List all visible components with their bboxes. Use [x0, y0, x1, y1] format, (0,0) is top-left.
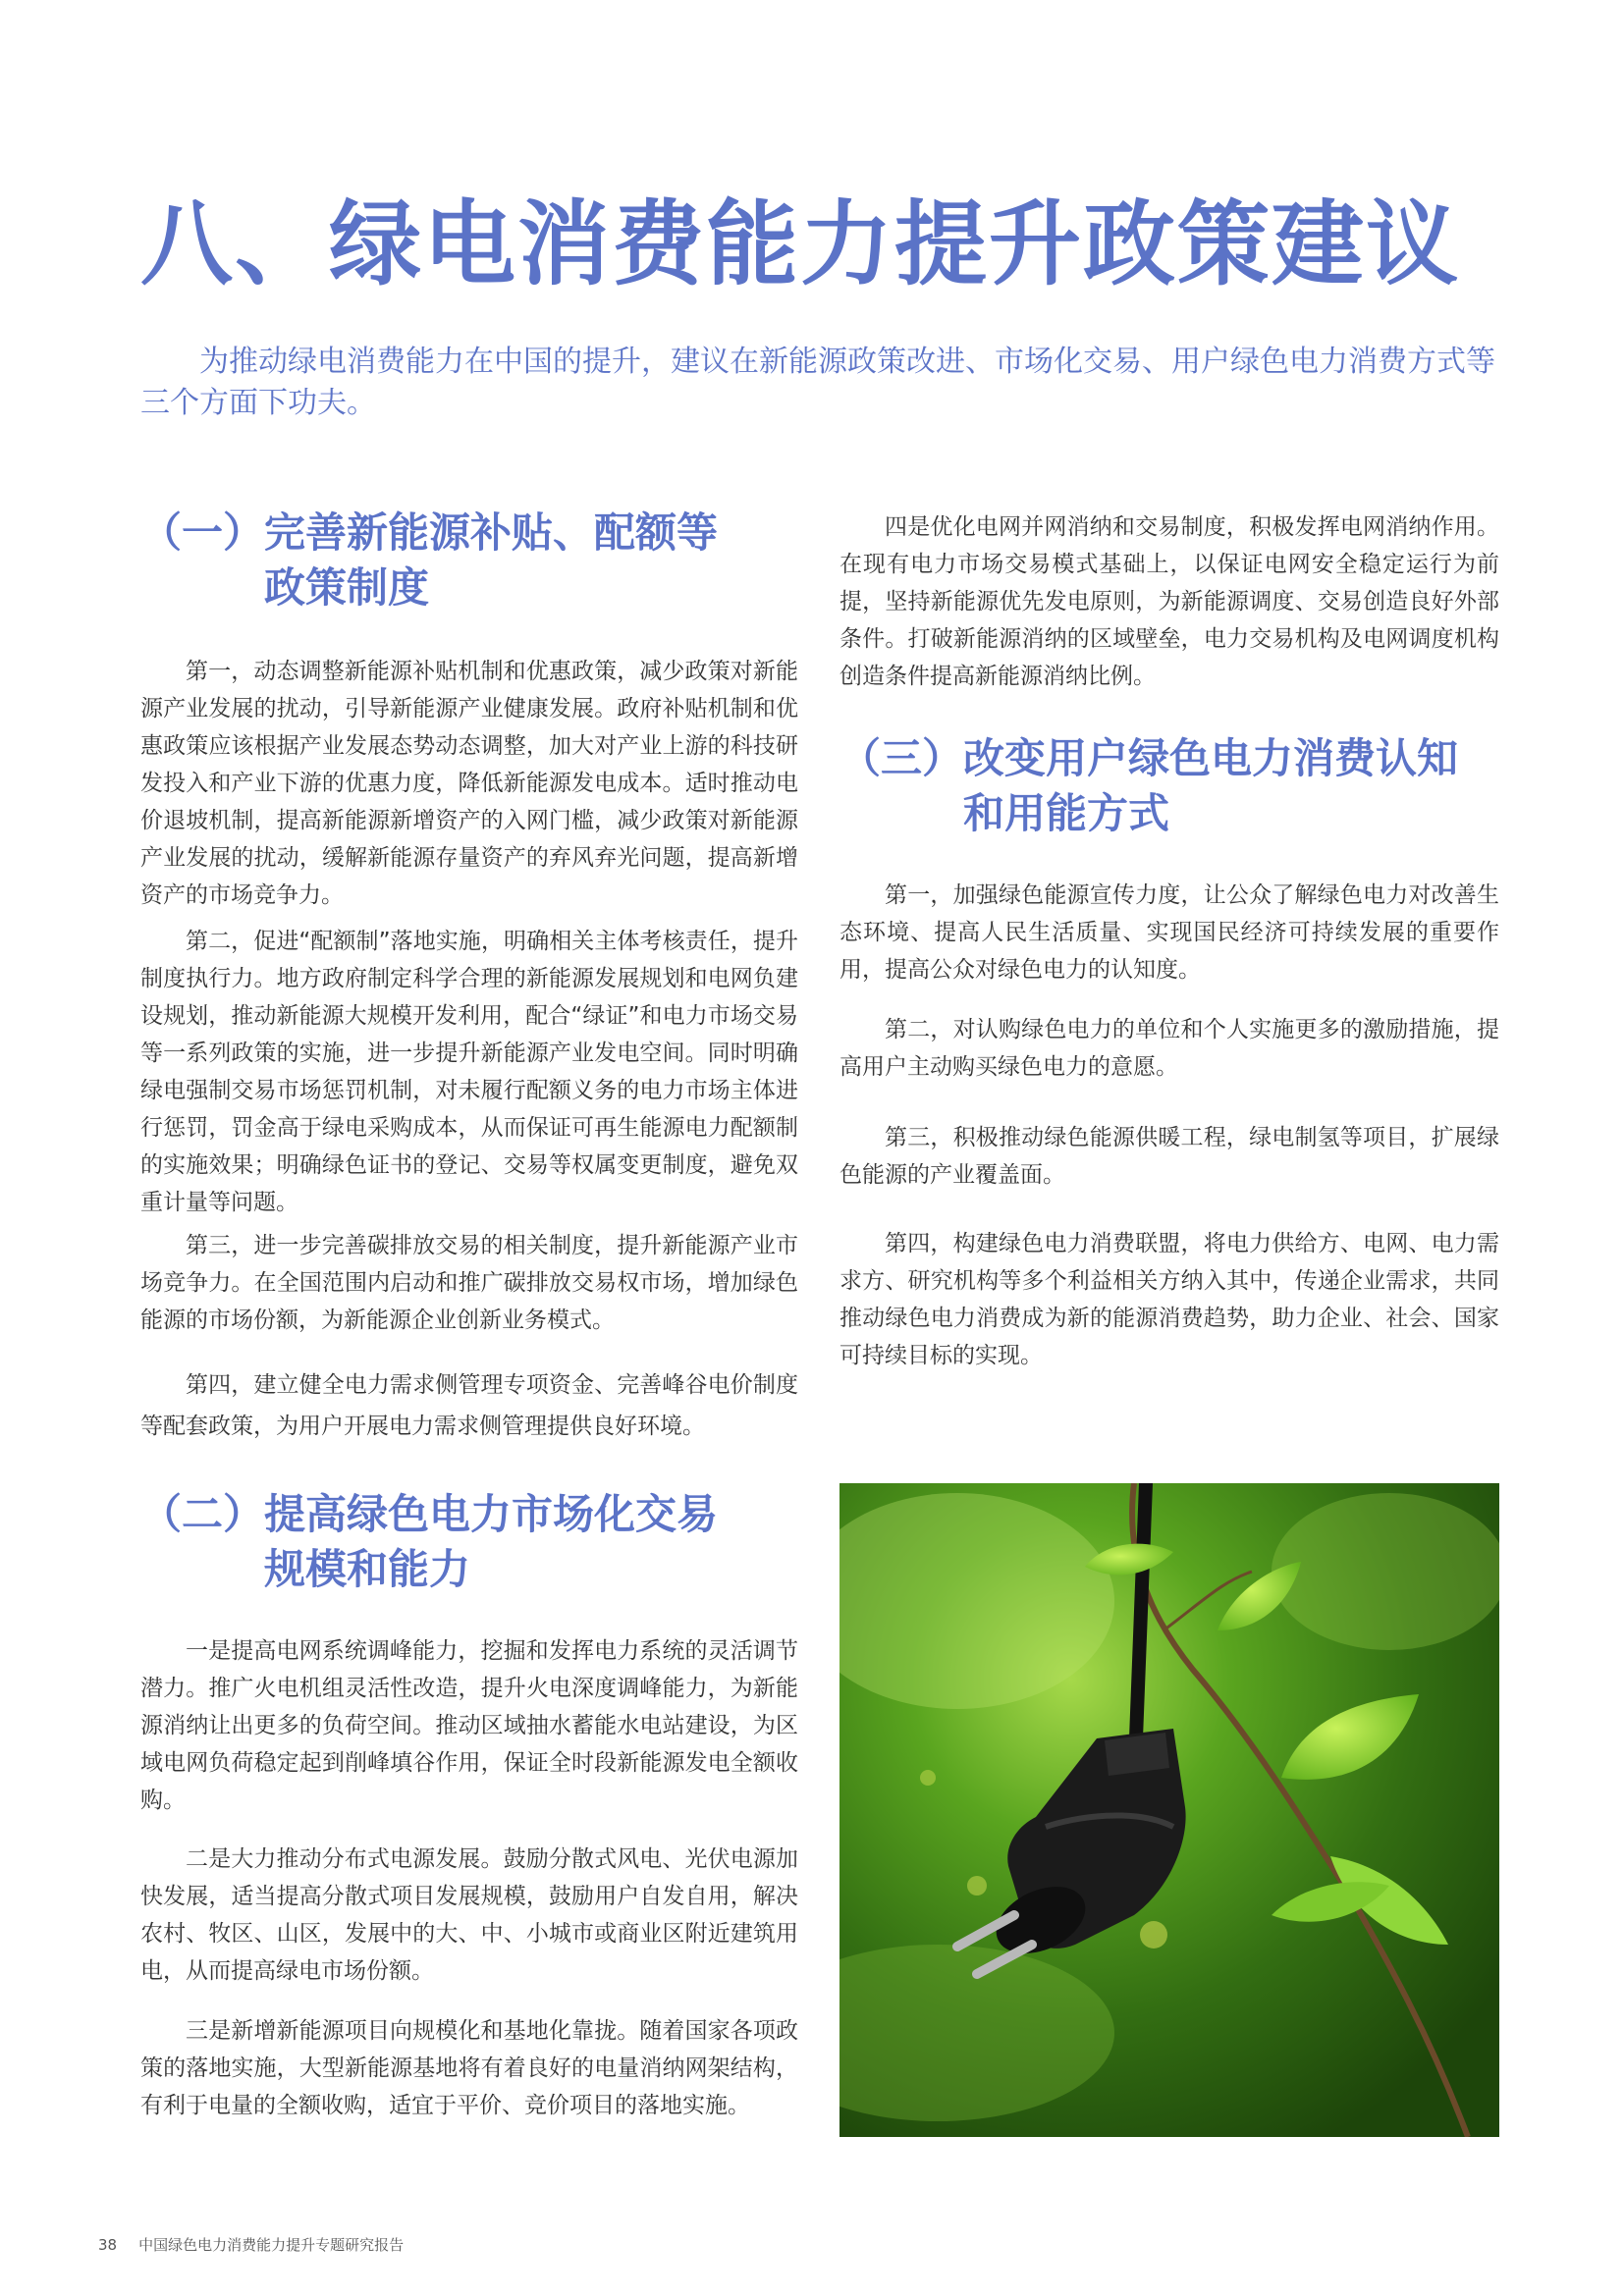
- section-1-paragraph-2: 第二，促进“配额制”落地实施，明确相关主体考核责任，提升制度执行力。地方政府制定科学合理的新能源发展规划和电网负建设规划，推动新能源大规模开发利用，配合“绿证”和电力市场交易等一系列政策的实施，进一步提升新能源产业发电空间。同时明确绿电强制交易市场惩罚机制，对未履行配额义务的电力市场主体进行惩罚，罚金高于绿电采购成本，从而保证可再生能源电力配额制的实施效果；明确绿色证书的登记、交易等权属变更制度，避免双重计量等问题。: [140, 929, 798, 1215]
- section-1-title-line2: 政策制度: [264, 563, 430, 612]
- section-1-paragraph-4: 第四，建立健全电力需求侧管理专项资金、完善峰谷电价制度等配套政策，为用户开展电力需求侧管理提供良好环境。: [140, 1372, 798, 1439]
- section-2-paragraph-3: 三是新增新能源项目向规模化和基地化靠拢。随着国家各项政策的落地实施，大型新能源基地将有着良好的电量消纳网架结构，有利于电量的全额收购，适宜于平价、竞价项目的落地实施。: [140, 2018, 798, 2118]
- section-3-title-line2: 和用能方式: [963, 789, 1170, 837]
- intro-paragraph: 为推动绿电消费能力在中国的提升，建议在新能源政策改进、市场化交易、用户绿色电力消费方式等三个方面下功夫。: [140, 345, 1495, 420]
- section-3-paragraph-2: 第二，对认购绿色电力的单位和个人实施更多的激励措施，提高用户主动购买绿色电力的意愿。: [839, 1017, 1499, 1080]
- section-3-paragraph-3: 第三，积极推动绿色能源供暖工程，绿电制氢等项目，扩展绿色能源的产业覆盖面。: [839, 1125, 1499, 1188]
- section-3-paragraph-4: 第四，构建绿色电力消费联盟，将电力供给方、电网、电力需求方、研究机构等多个利益相关方纳入其中，传递企业需求，共同推动绿色电力消费成为新的能源消费趋势，助力企业、社会、国家可持续目标的实现。: [839, 1231, 1499, 1368]
- page-title: 八、绿电消费能力提升政策建议: [140, 191, 1461, 298]
- section-2-paragraph-2: 二是大力推动分布式电源发展。鼓励分散式风电、光伏电源加快发展，适当提高分散式项目发展规模，鼓励用户自发自用，解决农村、牧区、山区，发展中的大、中、小城市或商业区附近建筑用电，从而提高绿电市场份额。: [140, 1846, 798, 1984]
- report-title: 中国绿色电力消费能力提升专题研究报告: [138, 2236, 405, 2254]
- section-1-number: （一）: [140, 508, 265, 557]
- section-2-number: （二）: [140, 1490, 265, 1538]
- section-1-heading: [140, 506, 798, 615]
- plug-vine-photo: [839, 1483, 1499, 2137]
- section-3-number: （三）: [839, 734, 964, 782]
- section-2-title-line1: 提高绿色电力市场化交易: [264, 1490, 719, 1538]
- section-1-title-line1: 完善新能源补贴、配额等: [264, 508, 719, 557]
- section-2-heading: [140, 1487, 798, 1597]
- section-3-title-line1: 改变用户绿色电力消费认知: [963, 734, 1459, 782]
- section-3-heading: [839, 731, 1499, 841]
- section-2-paragraph-1: 一是提高电网系统调峰能力，挖掘和发挥电力系统的灵活调节潜力。推广火电机组灵活性改造，提升火电深度调峰能力，为新能源消纳让出更多的负荷空间。推动区域抽水蓄能水电站建设，为区域电网负荷稳定起到削峰填谷作用，保证全时段新能源发电全额收购。: [140, 1638, 798, 1813]
- section-2-title-line2: 规模和能力: [264, 1545, 471, 1593]
- section-3-paragraph-1: 第一，加强绿色能源宣传力度，让公众了解绿色电力对改善生态环境、提高人民生活质量、实现国民经济可持续发展的重要作用，提高公众对绿色电力的认知度。: [839, 882, 1499, 983]
- page-footer: [98, 2234, 404, 2255]
- section-1-paragraph-1: 第一，动态调整新能源补贴机制和优惠政策，减少政策对新能源产业发展的扰动，引导新能源产业健康发展。政府补贴机制和优惠政策应该根据产业发展态势动态调整，加大对产业上游的科技研发投入和产业下游的优惠力度，降低新能源发电成本。适时推动电价退坡机制，提高新能源新增资产的入网门槛，减少政策对新能源产业发展的扰动，缓解新能源存量资产的弃风弃光问题，提高新增资产的市场竞争力。: [140, 659, 798, 908]
- section-2-paragraph-4: 四是优化电网并网消纳和交易制度，积极发挥电网消纳作用。在现有电力市场交易模式基础上，以保证电网安全稳定运行为前提，坚持新能源优先发电原则，为新能源调度、交易创造良好外部条件。打破新能源消纳的区域壁垒，电力交易机构及电网调度机构创造条件提高新能源消纳比例。: [839, 514, 1499, 689]
- plug-vine-illustration: [839, 1483, 1499, 2137]
- page-number: 38: [98, 2236, 118, 2254]
- section-1-paragraph-3: 第三，进一步完善碳排放交易的相关制度，提升新能源产业市场竞争力。在全国范围内启动和推广碳排放交易权市场，增加绿色能源的市场份额，为新能源企业创新业务模式。: [140, 1233, 798, 1333]
